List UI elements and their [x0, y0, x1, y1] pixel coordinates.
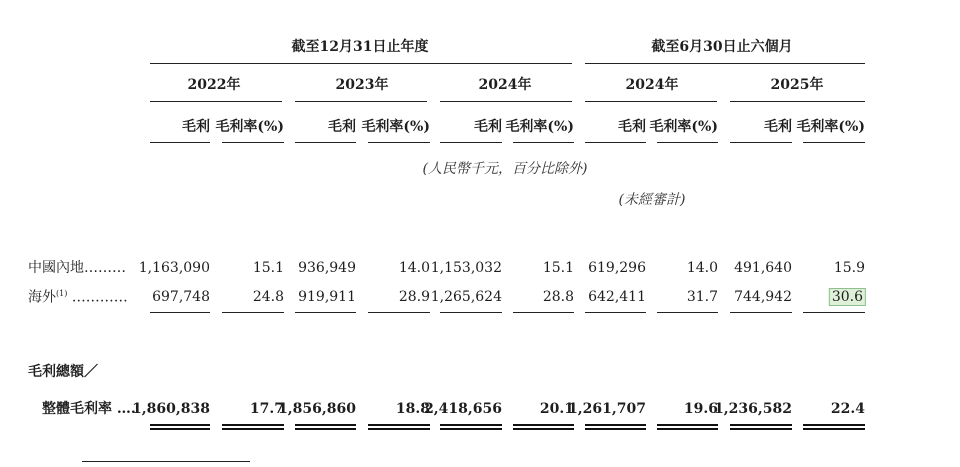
subheader-rule	[657, 142, 718, 143]
cell: 1,163,090	[138, 260, 210, 276]
total-cell: 17.7	[249, 401, 284, 417]
year-rule	[295, 101, 427, 102]
currency-note: (人民幣千元，百分比除外)	[422, 161, 588, 177]
subheader-rule	[440, 142, 502, 143]
subheader-gross-margin: 毛利率(%)	[361, 119, 430, 135]
year-rule	[730, 101, 865, 102]
subtotal-rule	[513, 312, 574, 313]
subheader-gross-margin: 毛利率(%)	[796, 119, 865, 135]
year-header-2023: 2023年	[335, 77, 389, 93]
subheader-rule	[150, 142, 210, 143]
subtotal-rule	[803, 312, 865, 313]
cell: 744,942	[734, 289, 792, 305]
group-rule-annual	[150, 63, 572, 64]
year-rule	[150, 101, 282, 102]
subtotal-rule	[730, 312, 792, 313]
subtotal-rule	[657, 312, 718, 313]
subheader-rule	[295, 142, 356, 143]
subtotal-rule	[585, 312, 646, 313]
subheader-gross-profit: 毛利	[764, 119, 792, 135]
cell: 15.9	[833, 260, 865, 276]
subtotal-rule	[368, 312, 430, 313]
cell: 14.0	[686, 260, 718, 276]
cell: 28.8	[542, 289, 574, 305]
double-rule	[585, 424, 646, 430]
double-rule	[295, 424, 356, 430]
double-rule	[730, 424, 792, 430]
cell: 936,949	[298, 260, 356, 276]
subtotal-rule	[440, 312, 502, 313]
double-rule	[803, 424, 865, 430]
unaudited-note: (未經審計)	[618, 192, 686, 208]
group-header-interim: 截至6月30日止六個月	[651, 39, 793, 55]
subtotal-rule	[222, 312, 284, 313]
subtotal-rule	[150, 312, 210, 313]
cell: 619,296	[588, 260, 646, 276]
subheader-rule	[222, 142, 284, 143]
double-rule	[368, 424, 430, 430]
double-rule	[513, 424, 574, 430]
double-rule	[222, 424, 284, 430]
subheader-rule	[803, 142, 865, 143]
cell: 31.7	[686, 289, 718, 305]
cell: 642,411	[588, 289, 646, 305]
subheader-rule	[585, 142, 646, 143]
subheader-gross-margin: 毛利率(%)	[505, 119, 574, 135]
year-header-2025-interim: 2025年	[770, 77, 824, 93]
cell: 919,911	[298, 289, 356, 305]
total-cell: 1,236,582	[714, 401, 792, 417]
year-rule	[440, 101, 572, 102]
subheader-gross-profit: 毛利	[618, 119, 646, 135]
subheader-rule	[368, 142, 430, 143]
cell: 15.1	[252, 260, 284, 276]
cell: 14.0	[398, 260, 430, 276]
cell: 697,748	[152, 289, 210, 305]
cell: 1,265,624	[430, 289, 502, 305]
cell: 24.8	[252, 289, 284, 305]
total-cell: 22.4	[830, 401, 865, 417]
subtotal-rule	[295, 312, 356, 313]
total-label-line1: 毛利總額／	[28, 364, 98, 380]
cell: 491,640	[734, 260, 792, 276]
total-cell: 1,261,707	[568, 401, 646, 417]
total-cell: 1,856,860	[278, 401, 356, 417]
cell: 28.9	[398, 289, 430, 305]
row-label-mainland: 中國內地………	[28, 260, 126, 276]
double-rule	[657, 424, 718, 430]
year-header-2024: 2024年	[478, 77, 532, 93]
total-cell: 18.8	[395, 401, 430, 417]
subheader-gross-profit: 毛利	[328, 119, 356, 135]
cell-highlighted[interactable]: 30.6	[829, 288, 866, 306]
year-header-2022: 2022年	[187, 77, 241, 93]
total-label-line2: 整體毛利率 ….	[42, 401, 136, 417]
year-rule	[585, 101, 717, 102]
subheader-gross-profit: 毛利	[474, 119, 502, 135]
double-rule	[440, 424, 502, 430]
row-label-overseas: 海外$^{(1)}$ …………	[28, 289, 128, 306]
subheader-rule	[730, 142, 792, 143]
group-header-annual: 截至12月31日止年度	[291, 39, 429, 55]
total-cell: 2,418,656	[424, 401, 502, 417]
cell: 1,153,032	[430, 260, 502, 276]
total-cell: 1,860,838	[132, 401, 210, 417]
group-rule-interim	[585, 63, 865, 64]
footnote-marker[interactable]: (1)	[56, 289, 68, 298]
subheader-gross-margin: 毛利率(%)	[215, 119, 284, 135]
subheader-gross-margin: 毛利率(%)	[649, 119, 718, 135]
total-cell: 20.1	[539, 401, 574, 417]
footnote-separator	[82, 461, 250, 462]
subheader-gross-profit: 毛利	[182, 119, 210, 135]
subheader-rule	[513, 142, 574, 143]
total-cell: 19.6	[683, 401, 718, 417]
double-rule	[150, 424, 210, 430]
cell: 15.1	[542, 260, 574, 276]
year-header-2024-interim: 2024年	[625, 77, 679, 93]
